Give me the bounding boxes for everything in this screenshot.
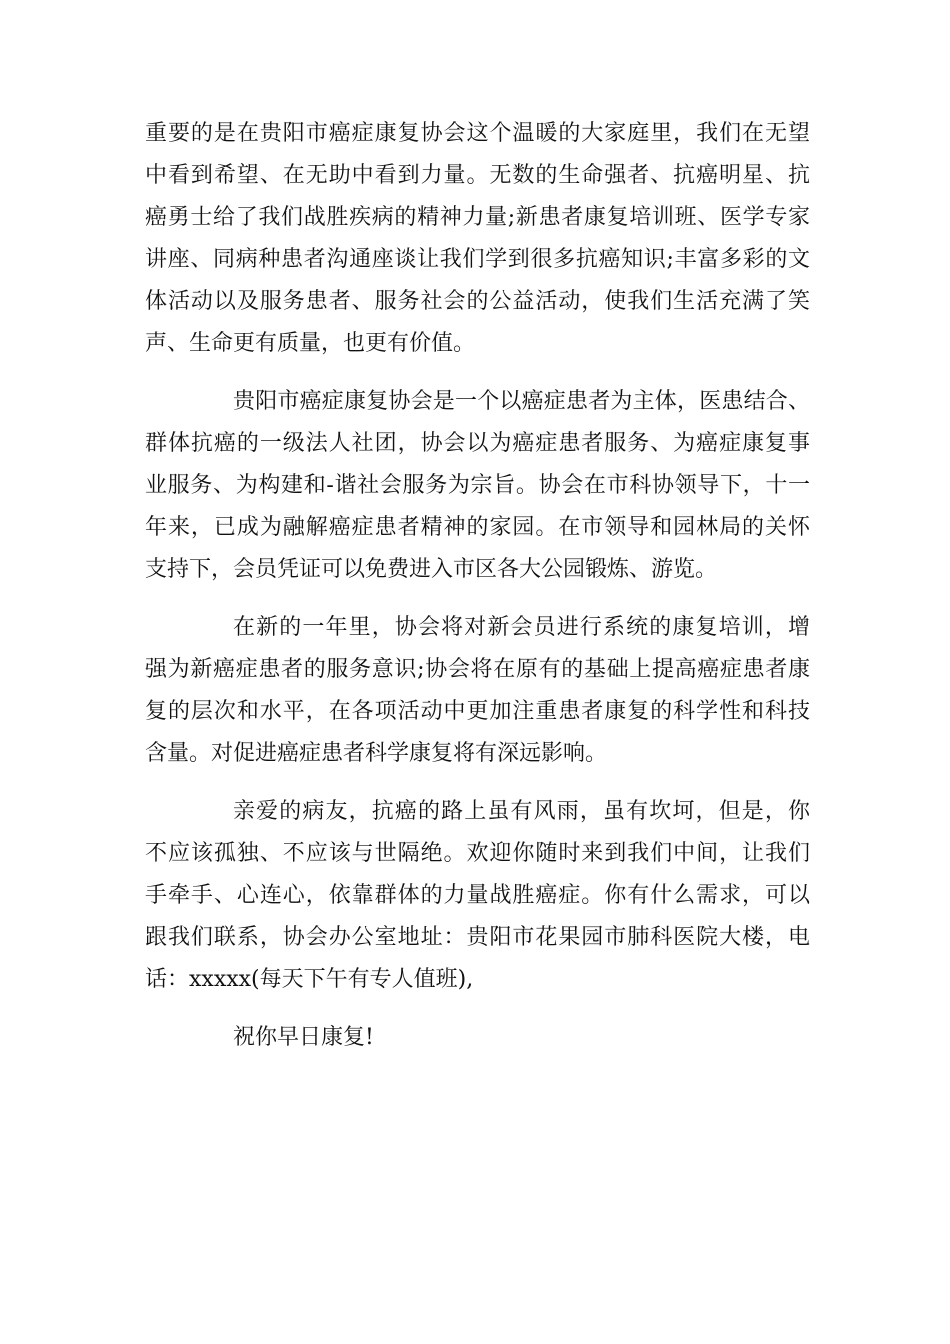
text-line: 体活动以及服务患者、服务社会的公益活动，使我们生活充满了笑	[145, 289, 810, 314]
text-line: 贵阳市癌症康复协会是一个以癌症患者为主体，医患结合、	[233, 389, 810, 414]
text-line: 话：xxxxx(每天下午有专人值班),	[145, 967, 474, 992]
text-line: 中看到希望、在无助中看到力量。无数的生命强者、抗癌明星、抗	[145, 163, 810, 188]
text-line: 强为新癌症患者的服务意识;协会将在原有的基础上提高癌症患者康	[145, 657, 810, 682]
text-line: 声、生命更有质量，也更有价值。	[145, 331, 476, 356]
text-line: 不应该孤独、不应该与世隔绝。欢迎你随时来到我们中间，让我们	[145, 841, 810, 866]
text-line: 亲爱的病友，抗癌的路上虽有风雨，虽有坎坷，但是，你	[233, 799, 810, 824]
text-line: 在新的一年里，协会将对新会员进行系统的康复培训，增	[233, 615, 810, 640]
text-line: 重要的是在贵阳市癌症康复协会这个温暖的大家庭里，我们在无望	[145, 121, 810, 146]
text-line: 讲座、同病种患者沟通座谈让我们学到很多抗癌知识;丰富多彩的文	[145, 247, 810, 272]
text-line: 癌勇士给了我们战胜疾病的精神力量;新患者康复培训班、医学专家	[145, 205, 810, 230]
paragraph-4	[145, 791, 810, 1001]
text-line: 复的层次和水平，在各项活动中更加注重患者康复的科学性和科技	[145, 699, 810, 724]
closing-text: 祝你早日康复!	[233, 1025, 374, 1050]
paragraph-2	[145, 381, 810, 591]
text-line: 手牵手、心连心，依靠群体的力量战胜癌症。你有什么需求，可以	[145, 883, 810, 908]
paragraph-1	[145, 113, 810, 365]
text-line: 支持下，会员凭证可以免费进入市区各大公园锻炼、游览。	[145, 557, 718, 582]
paragraph-3	[145, 607, 810, 775]
closing-line	[145, 1017, 810, 1059]
text-line: 群体抗癌的一级法人社团，协会以为癌症患者服务、为癌症康复事	[145, 431, 810, 456]
text-line: 跟我们联系，协会办公室地址：贵阳市花果园市肺科医院大楼，电	[145, 925, 810, 950]
text-line: 业服务、为构建和-谐社会服务为宗旨。协会在市科协领导下，十一	[145, 473, 810, 498]
text-line: 年来，已成为融解癌症患者精神的家园。在市领导和园林局的关怀	[145, 515, 810, 540]
text-line: 含量。对促进癌症患者科学康复将有深远影响。	[145, 741, 608, 766]
letter-body	[145, 113, 810, 1075]
